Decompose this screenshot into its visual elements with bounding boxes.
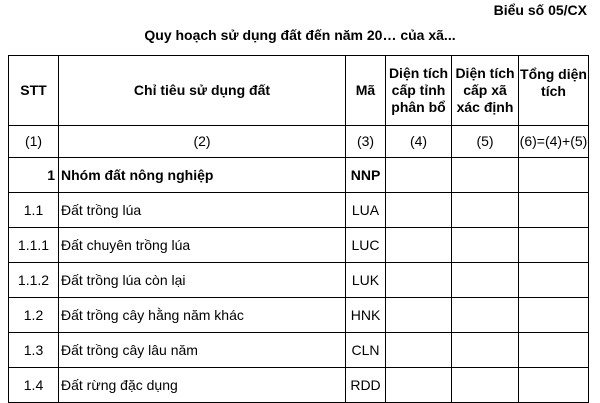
row-commune-area [452,158,519,193]
header-code: Mã [346,56,386,126]
row-stt: 1.1.1 [9,228,59,263]
row-province-area [386,333,452,368]
row-code: LUK [346,263,386,298]
row-indicator: Đất trồng cây lâu năm [59,333,346,368]
table-row [9,368,589,403]
row-province-area [386,263,452,298]
row-stt: 1.1 [9,193,59,228]
header-indicator: Chỉ tiêu sử dụng đất [59,56,346,126]
column-number: (3) [346,126,386,158]
row-total-area [519,193,589,228]
row-stt: 1.4 [9,368,59,403]
column-number: (1) [9,126,59,158]
row-total-area [519,158,589,193]
row-indicator: Đất trồng cây hằng năm khác [59,298,346,333]
row-code: HNK [346,298,386,333]
row-indicator: Nhóm đất nông nghiệp [59,158,346,193]
land-use-table [8,55,589,403]
row-code: CLN [346,333,386,368]
row-stt: 1.1.2 [9,263,59,298]
column-number-row [9,126,589,158]
header-province-area: Diện tích cấp tỉnh phân bổ [386,56,452,126]
row-indicator: Đất trồng lúa còn lại [59,263,346,298]
row-province-area [386,158,452,193]
table-row [9,263,589,298]
table-row [9,228,589,263]
column-number: (6)=(4)+(5) [519,126,589,158]
row-province-area [386,298,452,333]
header-total-area: Tổng diện tích [519,56,589,126]
row-code: LUC [346,228,386,263]
row-indicator: Đất chuyên trồng lúa [59,228,346,263]
header-stt: STT [9,56,59,126]
row-indicator: Đất trồng lúa [59,193,346,228]
column-number: (5) [452,126,519,158]
row-province-area [386,228,452,263]
row-commune-area [452,298,519,333]
table-body [9,158,589,403]
table-header-row [9,56,589,126]
row-commune-area [452,228,519,263]
table-row [9,193,589,228]
column-number: (2) [59,126,346,158]
document-title: Quy hoạch sử dụng đất đến năm 20… của xã... [144,27,456,43]
row-stt: 1 [9,158,59,193]
row-total-area [519,263,589,298]
row-commune-area [452,368,519,403]
row-indicator: Đất rừng đặc dụng [59,368,346,403]
row-province-area [386,368,452,403]
form-number: Biểu số 05/CX [493,2,587,18]
row-total-area [519,228,589,263]
row-commune-area [452,193,519,228]
table-row [9,298,589,333]
row-stt: 1.2 [9,298,59,333]
header-commune-area: Diện tích cấp xã xác định [452,56,519,126]
row-stt: 1.3 [9,333,59,368]
row-total-area [519,368,589,403]
row-total-area [519,298,589,333]
row-province-area [386,193,452,228]
row-code: NNP [346,158,386,193]
row-commune-area [452,333,519,368]
table-row [9,333,589,368]
row-code: LUA [346,193,386,228]
row-total-area [519,333,589,368]
row-commune-area [452,263,519,298]
column-number: (4) [386,126,452,158]
table-row [9,158,589,193]
row-code: RDD [346,368,386,403]
